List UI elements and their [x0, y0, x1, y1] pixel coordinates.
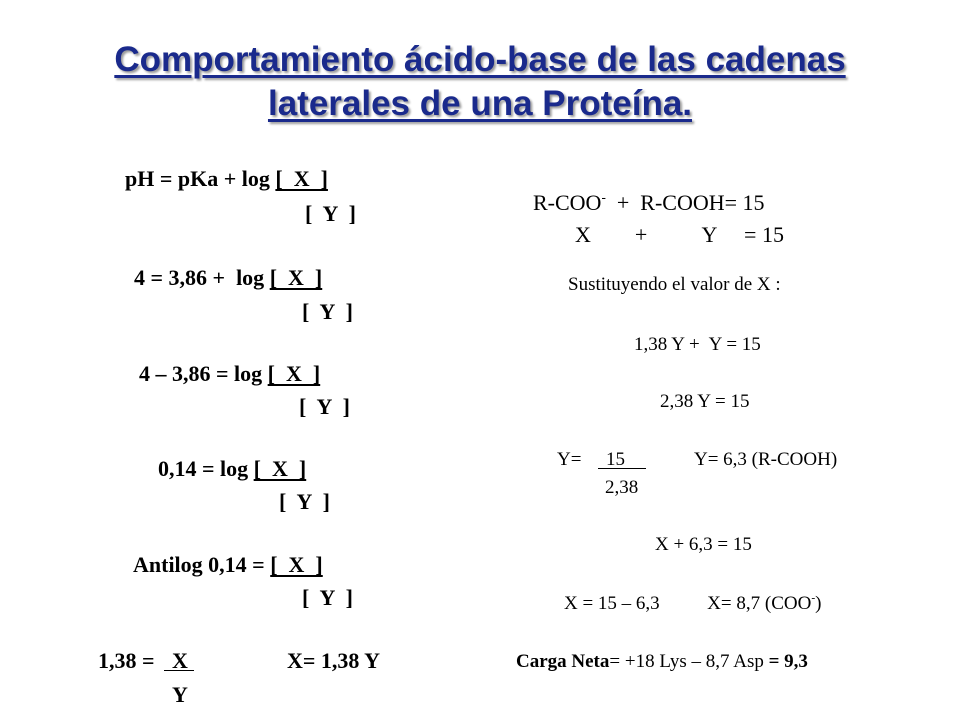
equation-3-denominator: [ Y ]	[299, 394, 350, 419]
equation-6-result: X= 1,38 Y	[287, 648, 380, 673]
equation-4-numerator: [ X ]	[253, 456, 307, 481]
title-line-2: laterales de una Proteína.	[267, 84, 693, 123]
slide-title	[0, 38, 960, 126]
net-charge-value: = 9,3	[768, 651, 808, 672]
equation-2-numerator: [ X ]	[269, 265, 323, 290]
equation-6-fraction-line	[164, 670, 194, 671]
equation-6-numerator: X	[172, 648, 188, 673]
equation-4	[158, 456, 306, 482]
equation-5-text: Antilog 0,14 =	[133, 552, 271, 577]
equation-2-denominator: [ Y ]	[302, 299, 353, 324]
equation-5-numerator: [ X ]	[270, 552, 323, 577]
equation-5	[133, 552, 323, 578]
net-charge	[516, 651, 808, 673]
equation-3-text: 4 – 3,86 = log	[139, 361, 268, 386]
equation-4-denominator: [ Y ]	[279, 489, 330, 514]
net-charge-expression: = +18 Lys – 8,7 Asp	[609, 651, 769, 672]
step-1: 1,38 Y + Y = 15	[634, 334, 761, 355]
step-5-text: X = 15 – 6,3 X= 8,7 (COO	[564, 593, 812, 614]
equation-3-numerator: [ X ]	[267, 361, 321, 386]
step-3-fraction-line	[598, 468, 646, 469]
balance-equation-1-species: R-COO	[533, 190, 602, 215]
equation-4-text: 0,14 = log	[158, 456, 254, 481]
balance-equation-2: X + Y = 15	[575, 222, 784, 247]
step-5-charge: -	[811, 592, 816, 605]
equation-1-denominator: [ Y ]	[305, 201, 356, 226]
step-3-denominator: 2,38	[605, 477, 639, 498]
equation-1-numerator: [ X ]	[275, 166, 328, 191]
balance-equation-1-charge: -	[601, 189, 606, 205]
net-charge-label: Carga Neta	[516, 651, 610, 672]
balance-equation-1	[533, 190, 765, 216]
equation-1-text: pH = pKa + log	[125, 166, 276, 191]
equation-1	[125, 166, 328, 192]
equation-5-denominator: [ Y ]	[302, 585, 353, 610]
step-3-label: Y=	[557, 449, 582, 470]
step-4: X + 6,3 = 15	[655, 534, 752, 555]
substitution-label: Sustituyendo el valor de X :	[568, 274, 781, 295]
step-5	[564, 593, 821, 615]
step-2: 2,38 Y = 15	[660, 391, 750, 412]
equation-6-denominator: Y	[172, 682, 188, 707]
step-5-close: )	[815, 593, 822, 614]
equation-3	[139, 361, 320, 387]
step-3-result: Y= 6,3 (R-COOH)	[694, 449, 838, 470]
equation-6-text: 1,38 =	[98, 648, 161, 673]
balance-equation-1-rest: + R-COOH= 15	[605, 190, 765, 215]
equation-2-text: 4 = 3,86 + log	[134, 265, 270, 290]
title-line-1: Comportamiento ácido-base de las cadenas	[114, 40, 846, 79]
step-3-numerator: 15	[606, 449, 625, 470]
equation-2	[134, 265, 322, 291]
